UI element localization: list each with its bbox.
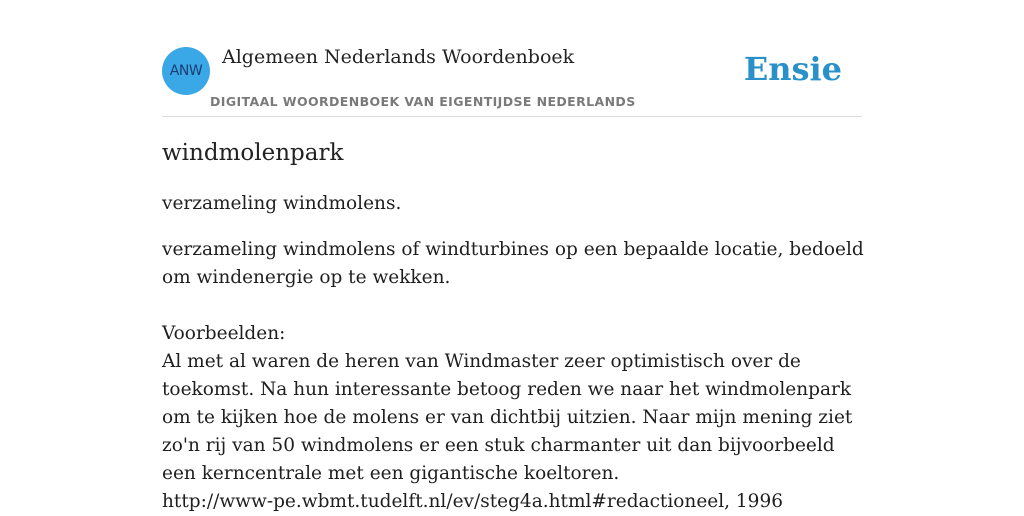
ensie-logo[interactable]: Ensie	[743, 50, 842, 88]
site-title[interactable]: Algemeen Nederlands Woordenboek	[222, 46, 575, 68]
example-text: Al met al waren de heren van Windmaster zeer optimistisch over de toekomst. Na hun interessante betoog reden we naar het windmolenpark om te kijken hoe de molens er van dichtbij uitzien. Naar mijn mening ziet zo'n rij van 50 windmolens er een stuk charmanter uit dan bijvoorbeeld een kerncentrale met een gigantische koeltoren.	[162, 351, 853, 484]
site-subtitle: DIGITAAL WOORDENBOEK VAN EIGENTIJDSE NEDERLANDS	[210, 94, 636, 109]
entry-content	[162, 140, 867, 516]
definition: verzameling windmolens of windturbines op een bepaalde locatie, bedoeld om windenergie op te wekken.	[162, 239, 864, 288]
short-definition: verzameling windmolens.	[162, 193, 402, 214]
entry-headword: windmolenpark	[162, 140, 344, 166]
examples-label: Voorbeelden:	[162, 323, 286, 344]
anw-logo[interactable]: ANW	[162, 47, 210, 95]
site-header	[162, 0, 862, 117]
example-source-link[interactable]: http://www-pe.wbmt.tudelft.nl/ev/steg4a.html#redactioneel, 1996	[162, 491, 783, 512]
